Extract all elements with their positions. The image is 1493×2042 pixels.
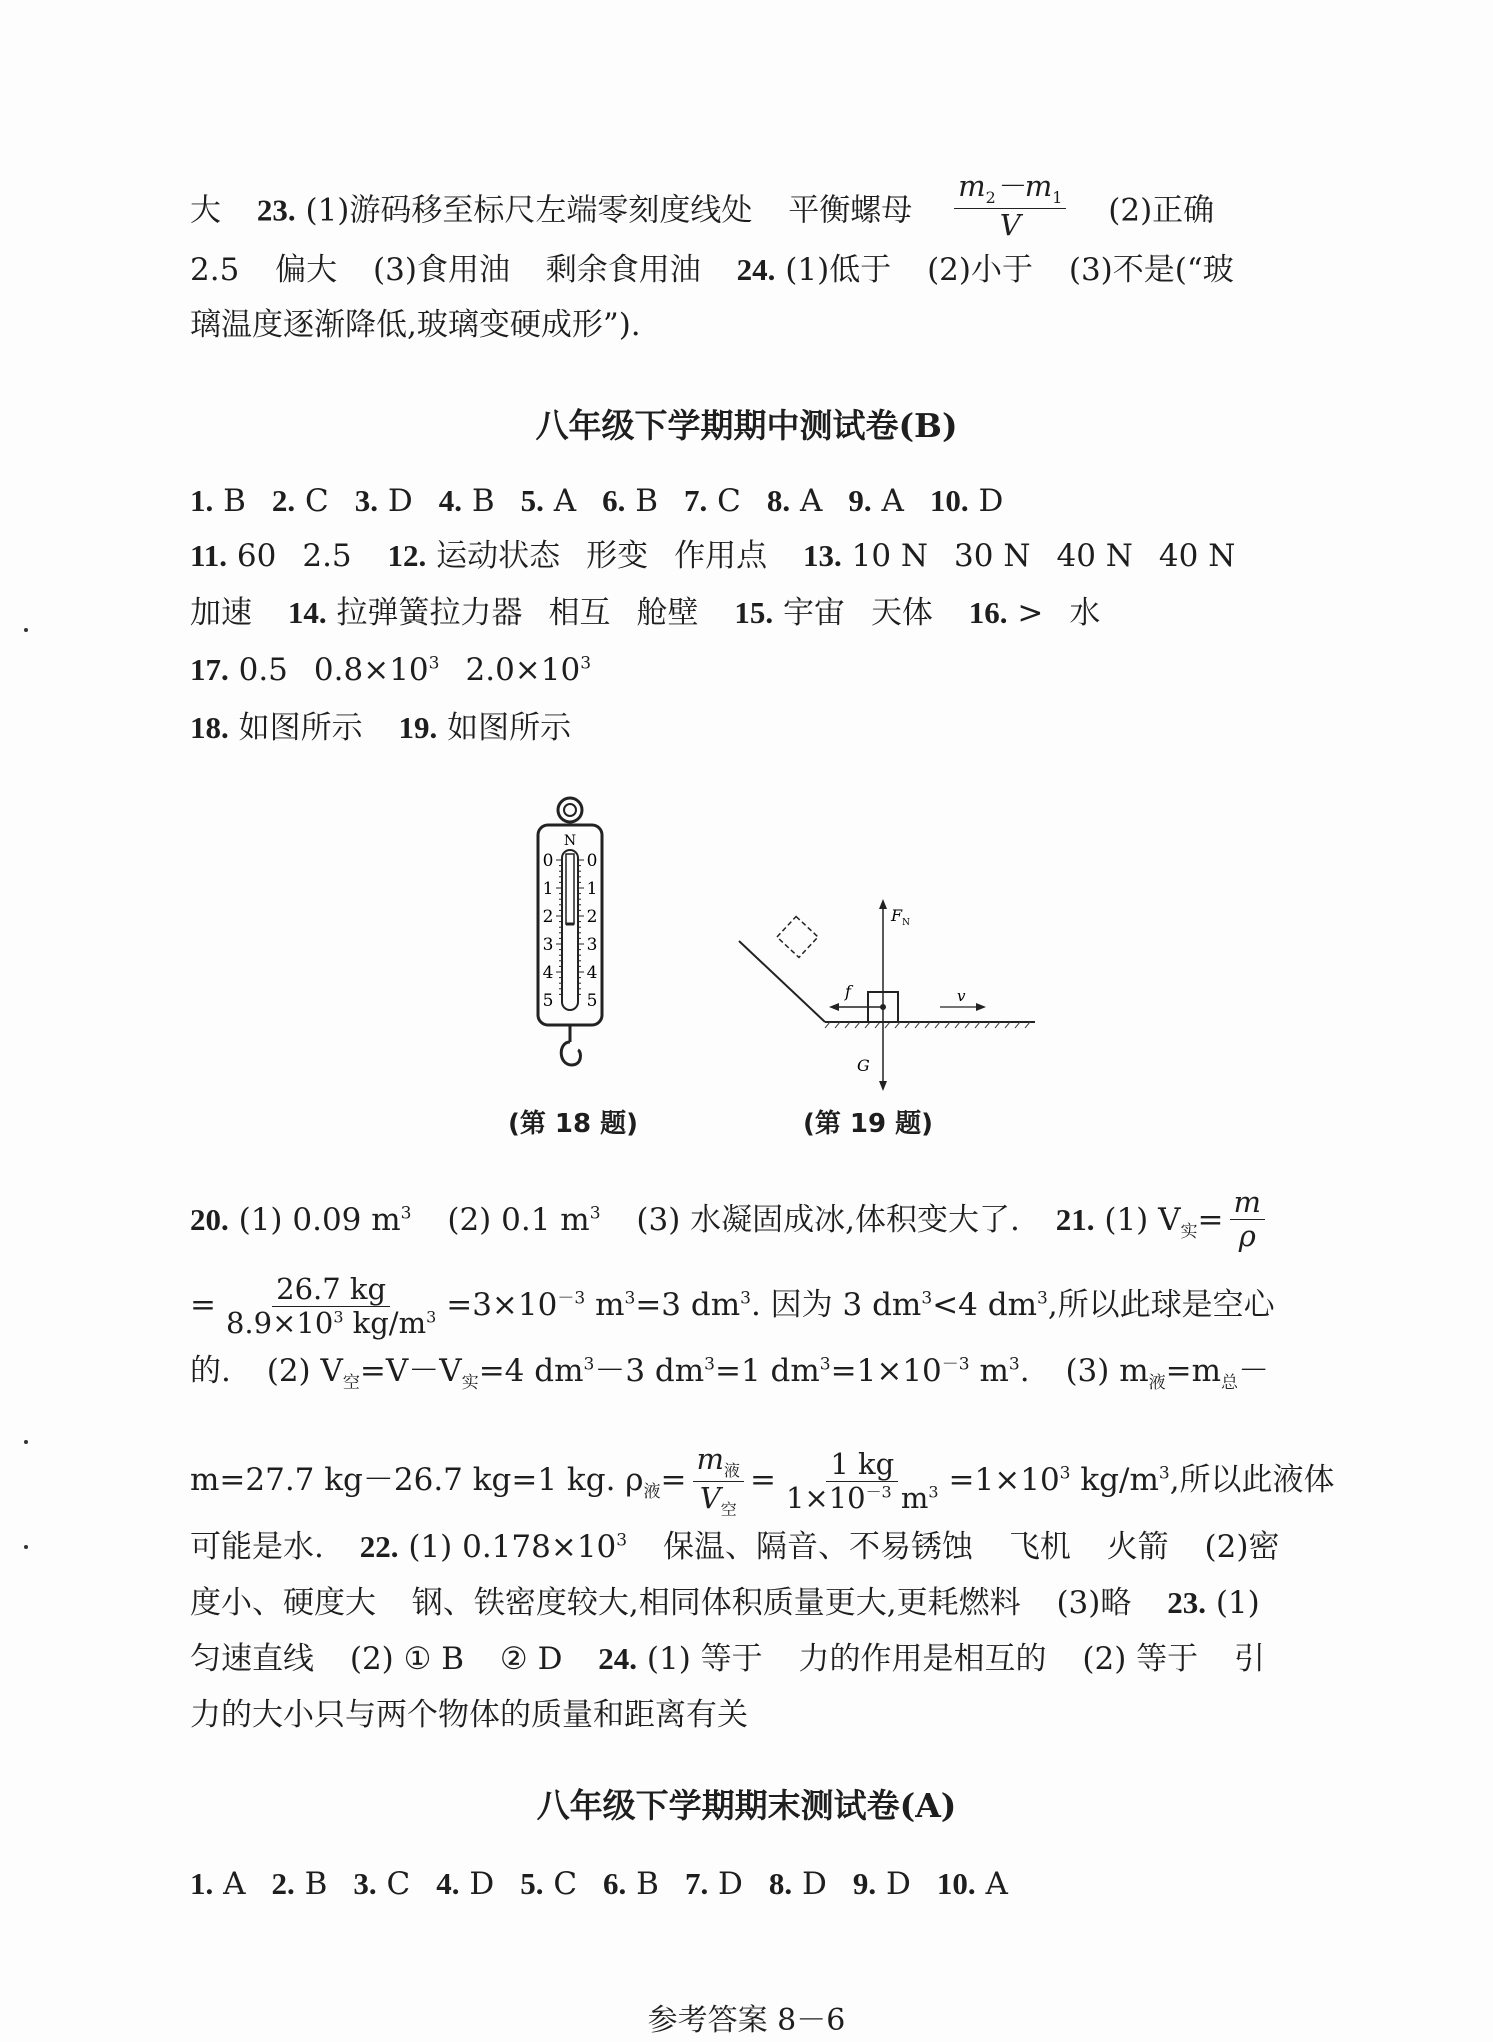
answer-letter: D: [885, 1866, 911, 1902]
superscript: －3: [941, 1354, 970, 1375]
answer-line-11-13: [190, 540, 1235, 572]
answer-letter: B: [223, 483, 246, 519]
superscript: 3: [819, 1354, 831, 1375]
text: 大: [190, 192, 221, 229]
answer-line-21-cont: [190, 1353, 1270, 1394]
text: =m: [1165, 1353, 1222, 1389]
mc-answer: [684, 483, 741, 519]
text: (1) 0.178×10: [408, 1529, 617, 1565]
subscript: 实: [1180, 1222, 1198, 1243]
question-number: 8.: [768, 1866, 793, 1901]
subscript: 液: [643, 1481, 661, 1502]
answer-line-22: [190, 1531, 1279, 1563]
margin-speck: [24, 1440, 28, 1444]
mc-answer: [521, 483, 577, 519]
normal-force-label: $F_N$: [891, 906, 910, 928]
text: 加速: [190, 595, 252, 631]
page-footer: 参考答案 8－6: [647, 2003, 846, 2038]
question-number: 14.: [287, 595, 327, 630]
text: 如图所示: [447, 710, 572, 746]
mc-answer: [439, 483, 495, 519]
superscript: 3: [740, 1288, 751, 1309]
text: =V－V: [359, 1353, 462, 1389]
text: 宇宙: [782, 595, 845, 631]
question-number: 3.: [353, 1866, 377, 1901]
text: ② D: [499, 1641, 563, 1677]
mc-answer: [848, 483, 904, 519]
superscript: －3: [557, 1288, 586, 1309]
fraction-1kg-over-volume: $\frac{1 kg}{1\times 10^{-3} m^3}$: [785, 1446, 939, 1515]
subscript: 总: [1221, 1373, 1239, 1394]
text: 10 N: [851, 538, 929, 574]
answer-letter: A: [223, 1866, 246, 1902]
answer-letter: D: [718, 1866, 743, 1902]
text: =: [660, 1461, 687, 1498]
answer-line-20-21: [190, 1185, 1271, 1253]
question-number: 10.: [936, 1866, 976, 1901]
answer-letter: A: [799, 483, 823, 519]
text: kg/m: [1070, 1461, 1159, 1498]
margin-speck: [24, 628, 28, 632]
fraction-m-over-v: $\frac{m_液}{V_空}$: [693, 1445, 744, 1518]
scale-tick-label: 0: [586, 851, 598, 871]
text: 璃温度逐渐降低,玻璃变硬成形”).: [190, 307, 641, 343]
text: =1×10: [948, 1461, 1060, 1498]
text: 运动状态: [436, 538, 561, 574]
answer-letter: B: [471, 483, 495, 519]
figure-18-caption: (第 18 题): [508, 1109, 639, 1139]
mc-answer: [769, 1866, 827, 1902]
text: (2)正确: [1108, 192, 1215, 229]
question-number: 24.: [598, 1641, 638, 1676]
spring-scale-figure: [510, 780, 630, 1080]
mc-answer: [930, 483, 1003, 519]
answer-letter: A: [553, 483, 577, 519]
text: (2)小于: [927, 252, 1033, 288]
scale-tick-label: 4: [586, 963, 598, 983]
text: 的.: [190, 1353, 231, 1389]
text: 0.8×10: [313, 652, 429, 688]
text: 平衡螺母: [788, 192, 913, 229]
mc-answer: [937, 1866, 1008, 1902]
mc-answer: [190, 1866, 246, 1902]
text: ,所以此球是空心: [1047, 1287, 1275, 1323]
text: 2.5: [302, 538, 352, 574]
question-number: 8.: [766, 483, 791, 518]
text: =3×10: [446, 1287, 558, 1323]
answer-letter: B: [636, 1866, 659, 1902]
answer-line-23-24: [190, 1643, 1265, 1675]
text: 40 N: [1158, 538, 1236, 574]
mc-answer: [767, 483, 823, 519]
mc-answer: [436, 1866, 494, 1902]
scale-tick-label: 2: [586, 907, 598, 927]
question-number: 16.: [968, 595, 1008, 630]
question-number: 4.: [436, 1866, 460, 1901]
mc-answers-b: [190, 485, 1003, 517]
text: .: [1019, 1353, 1030, 1389]
text: 飞机: [1008, 1529, 1071, 1565]
text: (1): [1215, 1585, 1260, 1621]
superscript: 3: [583, 1354, 595, 1375]
text: (3)略: [1056, 1585, 1132, 1621]
scale-ticks: [543, 851, 598, 1011]
question-number: 2.: [271, 1866, 295, 1901]
superscript: 3: [428, 653, 440, 674]
question-number: 9.: [852, 1866, 877, 1901]
text: (1) 0.09 m: [238, 1202, 401, 1238]
superscript: 3: [1158, 1463, 1170, 1484]
text: 40 N: [1056, 538, 1133, 574]
text: －: [1238, 1353, 1270, 1389]
answer-line-18-19: [190, 712, 571, 744]
mc-answer: [353, 1866, 410, 1902]
mc-answer: [602, 483, 658, 519]
text: (2) 0.1 m: [447, 1202, 590, 1238]
answer-letter: C: [553, 1866, 578, 1902]
text: (1)游码移至标尺左端零刻度线处: [305, 192, 753, 229]
text: (2) V: [266, 1353, 343, 1389]
answer-letter: C: [386, 1866, 411, 1902]
answer-letter: A: [985, 1866, 1008, 1902]
scale-tick-label: 2: [542, 907, 554, 927]
answer-letter: D: [387, 483, 413, 519]
answer-letter: D: [978, 483, 1004, 519]
text: 相互: [548, 595, 611, 631]
text: 形变: [586, 538, 649, 574]
scale-tick-label: 1: [586, 879, 598, 899]
text: 30 N: [954, 538, 1031, 574]
mc-answer: [190, 483, 246, 519]
text: (2)密: [1204, 1529, 1280, 1565]
text: 60: [236, 538, 277, 574]
text: 天体: [870, 595, 933, 631]
question-number: 13.: [803, 538, 842, 573]
scale-tick-label: 5: [586, 991, 598, 1011]
superscript: 3: [400, 1203, 412, 1224]
text: =3 dm: [635, 1287, 741, 1323]
question-number: 5.: [520, 1866, 544, 1901]
answer-line-22-cont: [190, 1587, 1260, 1619]
text: (3)食用油: [373, 252, 510, 288]
superscript: 3: [589, 1203, 601, 1224]
scale-tick-label: 0: [542, 851, 554, 871]
mc-answer: [355, 483, 413, 519]
text: . 因为 3 dm: [750, 1287, 922, 1323]
answer-letter: B: [635, 483, 658, 519]
text: 如图所示: [238, 710, 363, 746]
question-number: 12.: [387, 538, 427, 573]
superscript: 3: [921, 1288, 933, 1309]
subscript: 空: [342, 1373, 360, 1394]
question-number: 2.: [271, 483, 296, 518]
text: (2) ① B: [349, 1641, 465, 1677]
text: 舱壁: [636, 595, 699, 631]
answer-letter: B: [304, 1866, 328, 1902]
margin-speck: [24, 1545, 28, 1549]
text: 保温、隔音、不易锈蚀: [662, 1529, 973, 1565]
text: m=27.7 kg－26.7 kg=1 kg. ρ: [190, 1461, 644, 1498]
question-number: 3.: [354, 483, 378, 518]
fraction-m-over-rho: $\frac{m}{\rho}$: [1230, 1188, 1266, 1251]
answer-line-24: [190, 254, 1234, 286]
text: 2.5: [190, 252, 240, 288]
question-number: 10.: [929, 483, 969, 518]
answer-line-14-16: [190, 597, 1100, 629]
mc-answer: [272, 1866, 328, 1902]
text: =1×10: [830, 1353, 942, 1389]
question-number: 1.: [190, 483, 214, 518]
question-number: 7.: [684, 1866, 709, 1901]
text: m: [585, 1287, 625, 1323]
text: 钢、铁密度较大,相同体积质量更大,更耗燃料: [411, 1585, 1021, 1621]
text: (2) 等于: [1082, 1641, 1199, 1677]
text: =: [190, 1287, 216, 1323]
mc-answer: [272, 483, 329, 519]
text: (1)低于: [785, 252, 892, 288]
scale-tick-label: 1: [542, 879, 554, 899]
text: 2.0×10: [465, 652, 581, 688]
text: (1) 等于: [646, 1641, 763, 1677]
subscript: 实: [461, 1373, 479, 1394]
question-number: 20.: [190, 1202, 229, 1237]
answer-letter: D: [469, 1866, 495, 1902]
answer-line-21-liquid: [190, 1442, 1335, 1519]
superscript: 3: [1008, 1354, 1020, 1375]
text: 力的作用是相互的: [798, 1641, 1047, 1677]
text: 偏大: [275, 252, 338, 288]
superscript: 3: [624, 1288, 636, 1309]
answer-line-24-cont: [190, 1697, 748, 1733]
text: =: [1197, 1202, 1224, 1238]
scale-tick-label: 5: [542, 991, 554, 1011]
velocity-label: v: [957, 987, 966, 1005]
superscript: 3: [1059, 1463, 1071, 1484]
section-heading-final-a: 八年级下学期期末测试卷(A): [536, 1786, 957, 1825]
scale-tick-label: 4: [542, 963, 554, 983]
text: 度小、硬度大: [190, 1585, 376, 1621]
fraction-mass-over-density: $\frac{26.7 kg}{8.9\times 10^3 kg/m^3}$: [225, 1272, 437, 1340]
answer-letter: C: [717, 483, 741, 519]
text: >: [1017, 595, 1044, 631]
force-diagram-figure: [735, 895, 1035, 1120]
text: 拉弹簧拉力器: [336, 595, 523, 631]
subscript: 液: [1148, 1373, 1166, 1394]
question-number: 9.: [848, 483, 872, 518]
question-number: 4.: [438, 483, 462, 518]
answer-line-23: [190, 169, 1215, 246]
text: 水: [1069, 595, 1101, 631]
question-number: 17.: [190, 652, 229, 687]
text: 力的大小只与两个物体的质量和距离有关: [190, 1697, 748, 1733]
text: (3) m: [1065, 1353, 1149, 1389]
scale-tick-label: 3: [586, 935, 598, 955]
question-number: 11.: [190, 538, 228, 573]
scale-tick-label: 3: [542, 935, 554, 955]
text: =4 dm: [478, 1353, 584, 1389]
question-number: 15.: [734, 595, 774, 630]
text: (3)不是(“玻: [1068, 252, 1234, 288]
text: 剩余食用油: [545, 252, 701, 288]
answer-line-24-cont: [190, 307, 641, 343]
superscript: 3: [1036, 1288, 1048, 1309]
superscript: 3: [580, 653, 592, 674]
text: 引: [1234, 1641, 1265, 1677]
question-number: 19.: [398, 710, 438, 745]
text: =1 dm: [715, 1353, 820, 1389]
section-heading-midterm-b: 八年级下学期期中测试卷(B): [535, 406, 958, 445]
question-number: 23.: [1167, 1585, 1206, 1620]
question-number: 22.: [359, 1529, 399, 1564]
mc-answer: [603, 1866, 659, 1902]
fraction-density-formula: $\frac{m_2-m_1}{V}$: [954, 172, 1066, 240]
text: 0.5: [238, 652, 288, 688]
mc-answers-a: [190, 1868, 1008, 1900]
text: <4 dm: [932, 1287, 1037, 1323]
text: 火箭: [1106, 1529, 1169, 1565]
mc-answer: [853, 1866, 911, 1902]
answer-letter: C: [305, 483, 329, 519]
question-number: 5.: [520, 483, 544, 518]
question-number: 23.: [256, 192, 296, 228]
figure-19-caption: (第 19 题): [803, 1109, 934, 1139]
mc-answer: [520, 1866, 577, 1902]
text: (3) 水凝固成冰,体积变大了.: [636, 1202, 1020, 1238]
answer-letter: A: [881, 483, 904, 519]
friction-label: f: [845, 982, 851, 1001]
gravity-label: G: [857, 1056, 870, 1075]
answer-line-21-calc: [190, 1272, 1275, 1340]
text: m: [969, 1353, 1009, 1389]
question-number: 24.: [736, 252, 776, 287]
text: 匀速直线: [190, 1641, 314, 1677]
text: =: [749, 1461, 776, 1498]
question-number: 6.: [602, 483, 626, 518]
unit-label: N: [563, 833, 577, 849]
superscript: 3: [616, 1530, 628, 1551]
text: (1) V: [1104, 1202, 1181, 1238]
question-number: 21.: [1055, 1202, 1095, 1237]
mc-answer: [685, 1866, 743, 1902]
question-number: 1.: [190, 1866, 214, 1901]
text: 作用点: [674, 538, 768, 574]
question-number: 18.: [190, 710, 229, 745]
question-number: 7.: [683, 483, 708, 518]
text: 可能是水.: [190, 1529, 324, 1565]
text: －3 dm: [594, 1353, 705, 1389]
question-number: 6.: [603, 1866, 627, 1901]
answer-letter: D: [802, 1866, 827, 1902]
text: ,所以此液体: [1169, 1461, 1335, 1498]
superscript: 3: [704, 1354, 715, 1375]
answer-line-17: [190, 654, 591, 686]
